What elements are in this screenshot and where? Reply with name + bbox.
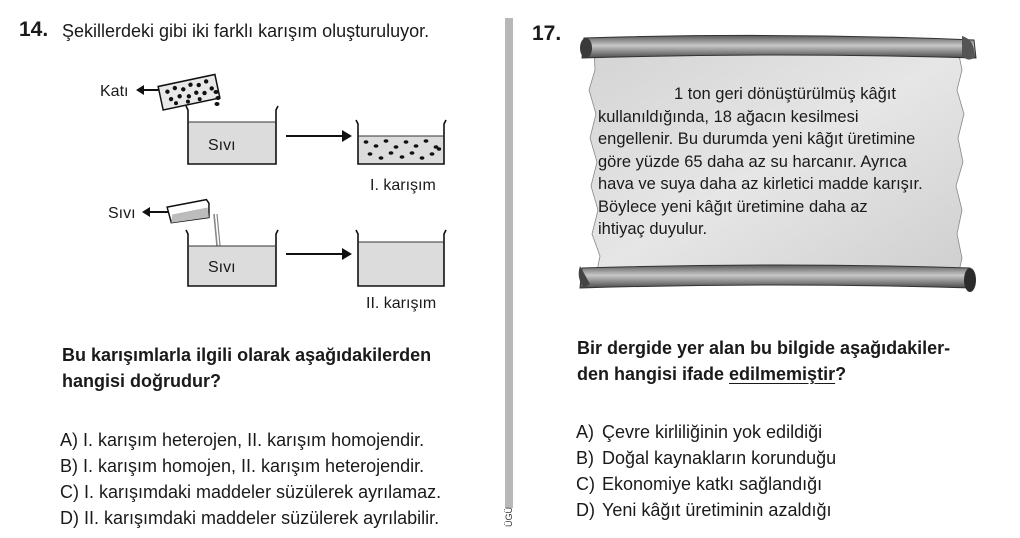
side-code: ÜGÜ: [504, 507, 514, 527]
beaker-liquid-1: [186, 106, 278, 164]
liquid-container-icon: [167, 199, 211, 223]
liquid-label-top: Sıvı: [108, 205, 136, 222]
beaker-mixture-1: [356, 120, 446, 164]
question-14-options: [60, 427, 441, 531]
option-17-a-letter: A): [576, 422, 594, 442]
option-17-d-text: Yeni kâğıt üretiminin azaldığı: [602, 500, 832, 520]
option-17-c-letter: C): [576, 474, 595, 494]
question-17-prompt-pre: den hangisi ifade: [577, 364, 730, 384]
scroll-line-2: kullanıldığında, 18 ağacın kesilmesi: [598, 107, 859, 126]
question-17-prompt-line-1: Bir dergide yer alan bu bilgide aşağıdakiler-: [577, 338, 951, 358]
question-17-prompt-underlined: edilmemiştir: [729, 364, 836, 384]
option-17-c-text: Ekonomiye katkı sağlandığı: [602, 474, 823, 494]
question-17-number: 17.: [532, 22, 562, 45]
liquid-arrow-icon: [142, 207, 168, 217]
question-17-prompt: [577, 335, 950, 387]
beaker-1-label: Sıvı: [208, 137, 236, 154]
process-arrow-1-icon: [286, 130, 352, 142]
caption-mixture-1: I. karışım: [370, 177, 436, 194]
option-17-a[interactable]: [576, 419, 836, 445]
scroll-text: [598, 83, 968, 241]
option-14-a[interactable]: A) I. karışım heterojen, II. karışım homojendir.: [60, 430, 425, 450]
option-14-c[interactable]: C) I. karışımdaki maddeler süzülerek ayrılamaz.: [60, 482, 442, 502]
process-arrow-2-icon: [286, 248, 352, 260]
question-14-prompt: [62, 342, 431, 394]
option-17-b-letter: B): [576, 448, 594, 468]
solid-label: Katı: [100, 83, 129, 100]
scroll-line-3: engellenir. Bu durumda yeni kâğıt üretimine: [598, 130, 916, 148]
question-17-options: [576, 419, 836, 523]
option-17-d[interactable]: [576, 497, 836, 523]
option-17-b-text: Doğal kaynakların korunduğu: [602, 448, 837, 468]
option-14-d[interactable]: D) II. karışımdaki maddeler süzülerek ayrılabilir.: [60, 508, 440, 528]
solid-container-icon: [158, 74, 220, 110]
column-divider: [505, 18, 513, 508]
question-14-stem: Şekillerdeki gibi iki farklı karışım oluşturuluyor.: [62, 21, 430, 41]
caption-mixture-2: II. karışım: [366, 295, 437, 312]
option-17-b[interactable]: [576, 445, 836, 471]
question-14-prompt-line-2: hangisi doğrudur?: [62, 371, 221, 391]
option-17-a-text: Çevre kirliliğinin yok edildiği: [602, 422, 823, 442]
beaker-3-label: Sıvı: [208, 259, 236, 276]
option-14-b[interactable]: B) I. karışım homojen, II. karışım heterojendir.: [60, 456, 425, 476]
scroll-line-4: göre yüzde 65 daha az su harcanır. Ayrıca: [598, 152, 907, 171]
option-17-d-letter: D): [576, 500, 595, 520]
scroll-bottom-roll-icon: [579, 265, 976, 292]
scroll-line-1: 1 ton geri dönüştürülmüş kâğıt: [674, 85, 896, 103]
question-17-prompt-line-2: [577, 361, 950, 387]
mixture-figure: [90, 70, 470, 320]
scroll-line-6: Böylece yeni kâğıt üretimine daha az: [598, 197, 868, 216]
scroll-line-7: ihtiyaç duyulur.: [598, 220, 708, 238]
question-14-number: 14.: [19, 18, 49, 41]
beaker-mixture-2: [356, 230, 446, 286]
question-17-prompt-post: ?: [835, 364, 847, 384]
question-14-prompt-line-1: Bu karışımlarla ilgili olarak aşağıdakilerden: [62, 345, 432, 365]
beaker-liquid-2: [186, 230, 278, 286]
option-17-c[interactable]: [576, 471, 836, 497]
scroll-line-5: hava ve suya daha az kirletici madde karışır.: [598, 175, 923, 193]
